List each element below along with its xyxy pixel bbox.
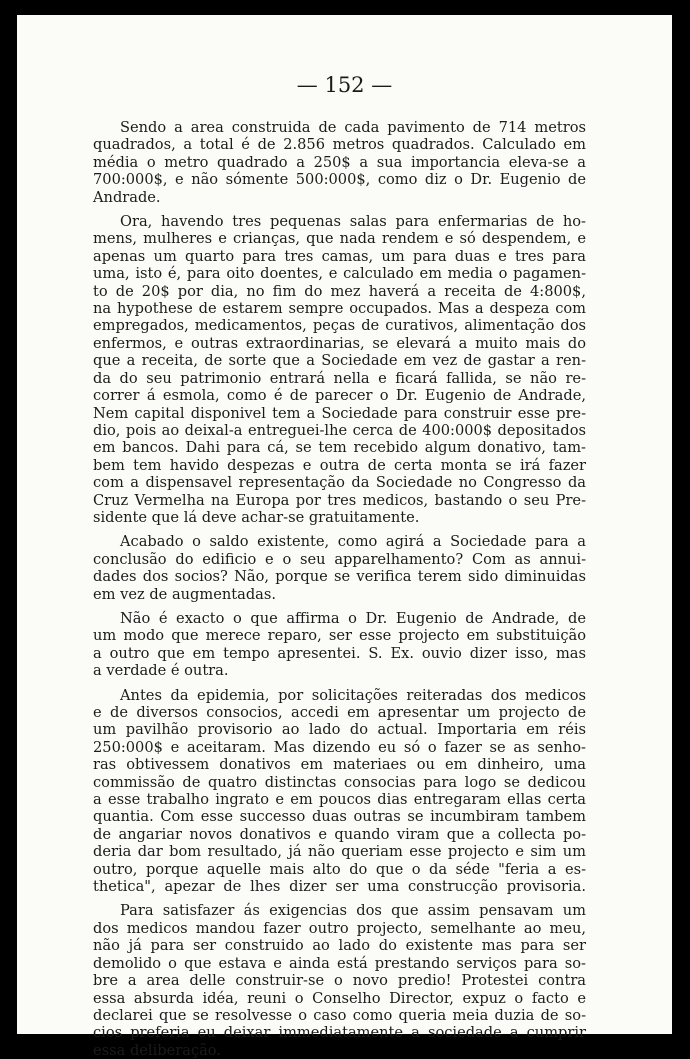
paragraph xyxy=(93,902,586,1059)
text-line: a verdade é outra. xyxy=(93,662,229,680)
text-line: que a receita, de sorte que a Sociedade em vez de gastar a ren- xyxy=(93,352,586,370)
text-line: 700:000$, e não sómente 500:000$, como diz o Dr. Eugenio de xyxy=(93,171,586,189)
text-line: sidente que lá deve achar-se gratuitamente. xyxy=(93,508,420,526)
text-line: demolido o que estava e ainda está prestando serviços para so- xyxy=(93,954,586,972)
text-line: Antes da epidemia, por solicitações reiteradas dos medicos xyxy=(120,686,586,704)
text-line: a esse trabalho ingrato e em poucos dias entregaram ellas certa xyxy=(93,791,586,809)
text-line: não já para ser construido ao lado do existente mas para ser xyxy=(93,937,586,955)
text-line: declarei que se resolvesse o caso como queria meia duzia de so- xyxy=(93,1006,586,1024)
text-line: em bancos. Dahi para cá, se tem recebido algum donativo, tam- xyxy=(93,439,586,457)
text-line: dos medicos mandou fazer outro projecto, semelhante ao meu, xyxy=(93,919,586,937)
text-line: Não é exacto o que affirma o Dr. Eugenio de Andrade, de xyxy=(120,609,586,627)
paragraph xyxy=(93,533,586,603)
text-line: Sendo a area construida de cada pavimento de 714 metros xyxy=(120,119,586,136)
text-line: um pavilhão provisorio ao lado do actual. Importaria em réis xyxy=(93,721,586,739)
text-line: dades dos socios? Não, porque se verifica terem sido diminuidas xyxy=(93,568,586,586)
text-line: empregados, medicamentos, peças de curativos, alimentação dos xyxy=(93,317,586,335)
text-line: uma, isto é, para oito doentes, e calculado em media o pagamen- xyxy=(93,265,586,283)
text-line: mens, mulheres e crianças, que nada rendem e só despendem, e xyxy=(93,230,586,248)
text-line: deria dar bom resultado, já não queriam esse projecto e sim um xyxy=(93,843,586,861)
text-line: correr á esmola, como é de parecer o Dr. Eugenio de Andrade, xyxy=(93,387,586,405)
text-line: Para satisfazer ás exigencias dos que assim pensavam um xyxy=(120,902,586,920)
text-line: to de 20$ por dia, no fim do mez haverá a receita de 4:800$, xyxy=(93,282,586,300)
paragraph xyxy=(93,610,586,680)
text-line: outro, porque aquelle mais alto do que o da séde "feria a es- xyxy=(93,860,586,878)
text-line: enfermos, e outras extraordinarias, se elevará a muito mais do xyxy=(93,334,586,352)
scanned-page xyxy=(17,15,672,1059)
text-line: Acabado o saldo existente, como agirá a Sociedade para a xyxy=(120,533,586,551)
paragraph xyxy=(93,687,586,896)
text-line: essa deliberação. xyxy=(93,1041,221,1059)
text-line: 250:000$ e aceitaram. Mas dizendo eu só o fazer se as senho- xyxy=(93,738,586,756)
text-line: Cruz Vermelha na Europa por tres medicos, bastando o seu Pre- xyxy=(93,491,586,509)
text-line: média o metro quadrado a 250$ a sua importancia eleva-se a xyxy=(93,153,586,171)
paragraph xyxy=(93,119,586,206)
text-line: Ora, havendo tres pequenas salas para enfermarias de ho- xyxy=(120,213,586,231)
text-line: quantia. Com esse successo duas outras se incumbiram tambem xyxy=(93,808,586,826)
text-line: um modo que merece reparo, ser esse projecto em substituição xyxy=(93,627,586,645)
body-text xyxy=(93,119,586,1059)
text-line: de angariar novos donativos e quando viram que a collecta po- xyxy=(93,825,586,843)
text-line: Andrade. xyxy=(93,188,161,206)
text-line: na hypothese de estarem sempre occupados. Mas a despeza com xyxy=(93,300,586,318)
text-line: quadrados, a total é de 2.856 metros quadrados. Calculado em xyxy=(93,136,586,154)
text-line: essa absurda idéa, reuni o Conselho Director, expuz o facto e xyxy=(93,989,586,1007)
text-line: com a dispensavel representação da Sociedade no Congresso da xyxy=(93,474,586,492)
text-line: dio, pois ao deixal-a entreguei-lhe cerca de 400:000$ depositados xyxy=(93,421,586,439)
text-line: a outro que em tempo apresentei. S. Ex. ouvio dizer isso, mas xyxy=(93,644,586,662)
text-line: e de diversos consocios, accedi em apresentar um projecto de xyxy=(93,704,586,721)
text-line: bem tem havido despezas e outra de certa monta se irá fazer xyxy=(93,456,586,474)
text-line: ras obtivessem donativos em materiaes ou em dinheiro, uma xyxy=(93,756,586,774)
text-line: conclusão do edificio e o seu apparelhamento? Com as annui- xyxy=(93,550,586,568)
page-number: — 152 — xyxy=(296,73,393,97)
text-line: apenas um quarto para tres camas, um para duas e tres para xyxy=(93,247,586,265)
text-line: cios preferia eu deixar immediatamente a sociedade a cumprir xyxy=(93,1024,586,1042)
paragraph xyxy=(93,213,586,526)
text-line: thetica", apezar de lhes dizer ser uma construcção provisoria. xyxy=(93,878,586,896)
text-line: bre a area delle construir-se o novo predio! Protestei contra xyxy=(93,972,586,990)
text-line: em vez de augmentadas. xyxy=(93,585,276,603)
text-line: da do seu patrimonio entrará nella e ficará fallida, se não re- xyxy=(93,369,586,387)
text-line: commissão de quatro distinctas consocias para logo se dedicou xyxy=(93,773,586,791)
text-line: Nem capital disponivel tem a Sociedade para construir esse pre- xyxy=(93,404,586,422)
